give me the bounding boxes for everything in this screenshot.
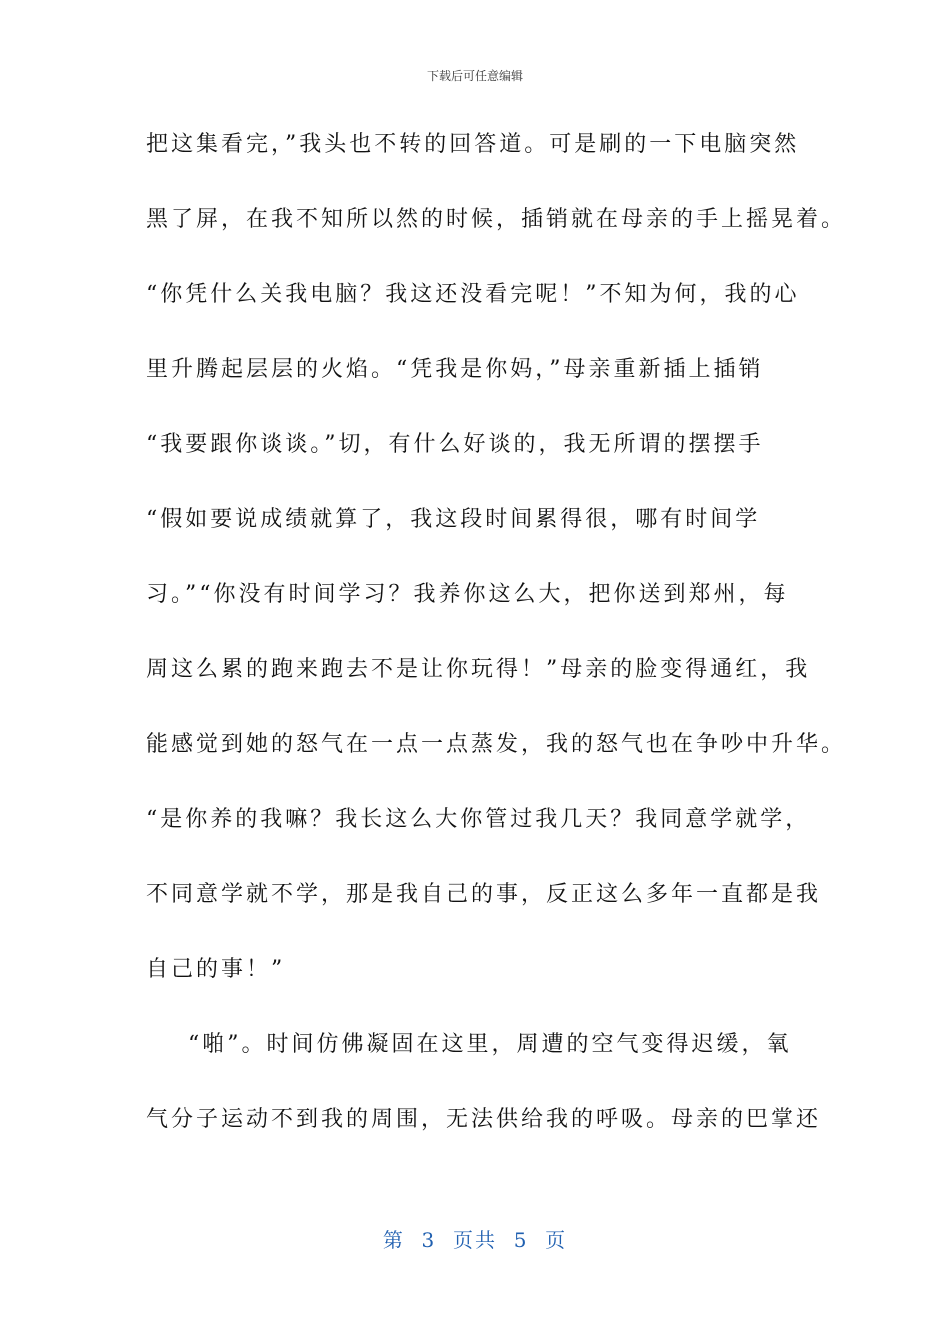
text-line: 把这集看完，”我头也不转的回答道。可是刷的一下电脑突然 [146, 132, 800, 157]
text-line: “你凭什么关我电脑？我这还没看完呢！”不知为何，我的心 [146, 282, 800, 307]
text-line: 自己的事！” [146, 957, 286, 982]
body-text [146, 128, 847, 1178]
text-line: 不同意学就不学，那是我自己的事，反正这么多年一直都是我 [146, 882, 822, 907]
text-line-paragraph-start: “啪”。时间仿佛凝固在这里，周遭的空气变得迟缓，氧 [188, 1032, 792, 1057]
text-line: 黑了屏，在我不知所以然的时候，插销就在母亲的手上摇晃着。 [146, 207, 847, 232]
text-line: “是你养的我嘛？我长这么大你管过我几天？我同意学就学， [146, 807, 811, 832]
page-header: 下载后可任意编辑 [426, 69, 523, 83]
page-number-footer: 第 3 页共 5 页 [382, 1228, 568, 1252]
text-line: 周这么累的跑来跑去不是让你玩得！”母亲的脸变得通红，我 [146, 657, 811, 682]
text-line: 习。”“你没有时间学习？我养你这么大，把你送到郑州，每 [146, 582, 789, 607]
text-line: 能感觉到她的怒气在一点一点蒸发，我的怒气也在争吵中升华。 [146, 732, 847, 757]
text-line: “我要跟你谈谈。”切，有什么好谈的，我无所谓的摆摆手 [146, 432, 764, 457]
text-line: 里升腾起层层的火焰。“凭我是你妈，”母亲重新插上插销 [146, 357, 764, 382]
text-line: “假如要说成绩就算了，我这段时间累得很，哪有时间学 [146, 507, 761, 532]
text-line: 气分子运动不到我的周围，无法供给我的呼吸。母亲的巴掌还 [146, 1107, 822, 1132]
